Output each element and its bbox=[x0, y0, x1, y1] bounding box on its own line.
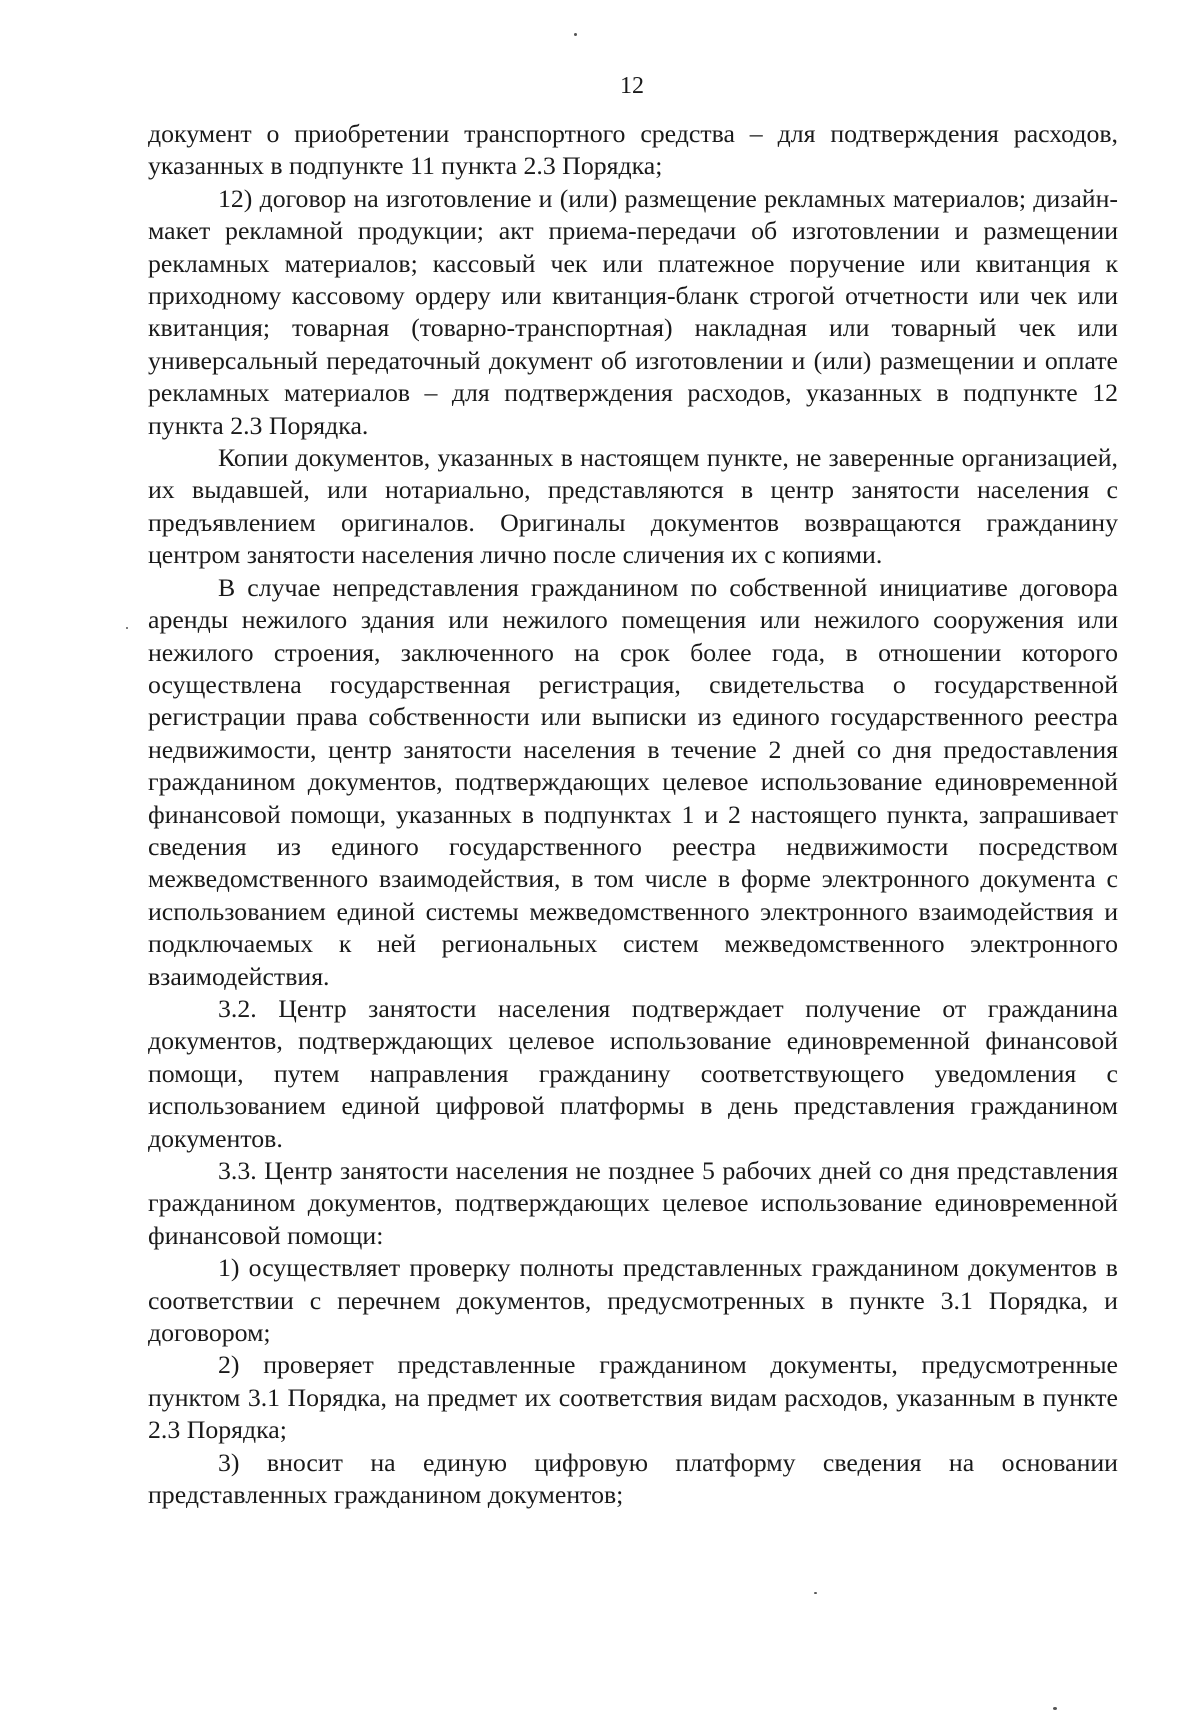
paragraph: Копии документов, указанных в настоящем пункте, не заверенные организацией, их выдавшей, или нотариально, представляются в центр занятости населения с предъявлением оригиналов. Оригиналы документов возвращаются гражданину центром занятости населения лично после сличения их с копиями. bbox=[148, 443, 1118, 570]
scan-speck bbox=[126, 627, 128, 629]
paragraph: 2) проверяет представленные гражданином документы, предусмотренные пунктом 3.1 Порядка, на предмет их соответствия видам расходов, указанным в пункте 2.3 Порядка; bbox=[148, 1350, 1118, 1445]
page-number: 12 bbox=[620, 73, 644, 99]
paragraph: 3) вносит на единую цифровую платформу сведения на основании представленных гражданином документов; bbox=[148, 1447, 1118, 1510]
paragraph: В случае непредставления гражданином по собственной инициативе договора аренды нежилого здания или нежилого помещения или нежилого сооружения или нежилого строения, заключенного на срок более года, в отношении которого осуществлена государственная регистрация, свидетельства о государственной регистрации права собственности или выписки из единого государственного реестра недвижимости, центр занятости населения в течение 2 дней со дня предоставления гражданином документов, подтверждающих целевое использование единовременной финансовой помощи, указанных в подпунктах 1 и 2 настоящего пункта, запрашивает сведения из единого государственного реестра недвижимости посредством межведомственного взаимодействия, в том числе в форме электронного документа с использованием единой системы межведомственного электронного взаимодействия и подключаемых к ней региональных систем межведомственного электронного взаимодействия. bbox=[148, 572, 1118, 991]
paragraph: документ о приобретении транспортного средства – для подтверждения расходов, указанных в подпункте 11 пункта 2.3 Порядка; bbox=[148, 119, 1118, 181]
document-body bbox=[148, 118, 1118, 1511]
paragraph: 3.2. Центр занятости населения подтверждает получение от гражданина документов, подтверждающих целевое использование единовременной финансовой помощи, путем направления гражданину соответствующего уведомления с использованием единой цифровой платформы в день представления гражданином документов. bbox=[148, 993, 1118, 1153]
scan-speck bbox=[1053, 1707, 1057, 1710]
paragraph: 3.3. Центр занятости населения не позднее 5 рабочих дней со дня представления гражданином документов, подтверждающих целевое использование единовременной финансовой помощи: bbox=[148, 1156, 1118, 1250]
scan-speck bbox=[814, 1592, 817, 1594]
scan-speck bbox=[574, 33, 577, 36]
paragraph: 1) осуществляет проверку полноты представленных гражданином документов в соответствии с перечнем документов, предусмотренных в пункте 3.1 Порядка, и договором; bbox=[148, 1253, 1118, 1348]
paragraph: 12) договор на изготовление и (или) размещение рекламных материалов; дизайн-макет рекламной продукции; акт приема-передачи об изготовлении и размещении рекламных материалов; кассовый чек или платежное поручение или квитанция к приходному кассовому ордеру или квитанция-бланк строгой отчетности или чек или квитанция; товарная (товарно-транспортная) накладная или товарный чек или универсальный передаточный документ об изготовлении и (или) размещении и оплате рекламных материалов – для подтверждения расходов, указанных в подпункте 12 пункта 2.3 Порядка. bbox=[148, 183, 1118, 440]
